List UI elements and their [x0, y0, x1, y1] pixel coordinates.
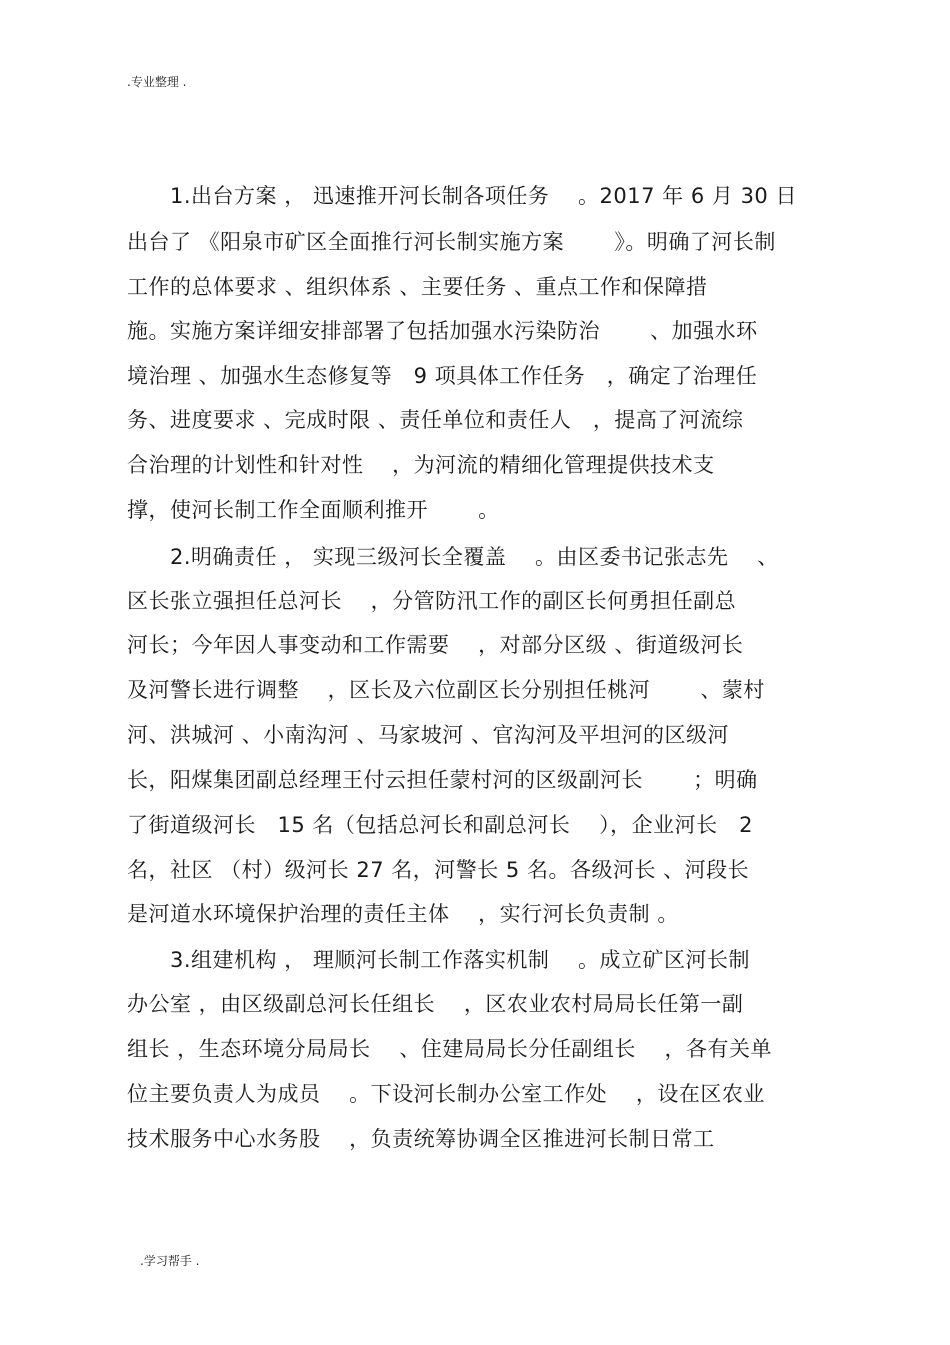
page-footer: .学习帮手 . — [140, 1254, 200, 1268]
text-line: 1.出台方案 ， 迅速推开河长制各项任务 。2017 年 6 月 30 日 — [127, 184, 797, 208]
text-line: 河长；今年因人事变动和工作需要 ，对部分区级 、街道级河长 — [127, 633, 744, 657]
text-line: 出台了 《阳泉市矿区全面推行河长制实施方案 》。明确了河长制 — [127, 230, 776, 254]
text-line: 合治理的计划性和针对性 ，为河流的精细化管理提供技术支 — [127, 453, 715, 477]
text-line: 组长 ，生态环境分局局长 、住建局局长分任副组长 ，各有关单 — [127, 1037, 773, 1061]
text-line: 撑，使河长制工作全面顺利推开 。 — [127, 498, 500, 522]
text-line: 2.明确责任 ， 实现三级河长全覆盖 。由区委书记张志先 、 — [127, 545, 779, 569]
text-line: 区长张立强担任总河长 ，分管防汛工作的副区长何勇担任副总 — [127, 589, 737, 613]
text-line: 位主要负责人为成员 。下设河长制办公室工作处 ，设在区农业 — [127, 1082, 765, 1106]
text-line: 3.组建机构 ， 理顺河长制工作落实机制 。成立矿区河长制 — [127, 948, 751, 972]
text-line: 技术服务中心水务股 ，负责统筹协调全区推进河长制日常工 — [127, 1127, 715, 1151]
text-line: 是河道水环境保护治理的责任主体 ，实行河长负责制 。 — [127, 902, 679, 926]
text-line: 名，社区 （村）级河长 27 名，河警长 5 名。各级河长 、河段长 — [127, 858, 750, 882]
text-line: 施。实施方案详细安排部署了包括加强水污染防治 、加强水环 — [127, 319, 758, 343]
text-line: 工作的总体要求 、组织体系 、主要任务 、重点工作和保障措 — [127, 275, 708, 299]
text-line: 了街道级河长 15 名（包括总河长和副总河长 ），企业河长 2 — [127, 813, 753, 837]
text-line: 长，阳煤集团副总经理王付云担任蒙村河的区级副河长 ；明确 — [127, 768, 758, 792]
text-line: 办公室 ，由区级副总河长任组长 ，区农业农村局局长任第一副 — [127, 992, 744, 1016]
text-line: 务、进度要求 、完成时限 、责任单位和责任人 ，提高了河流综 — [127, 408, 744, 432]
text-line: 及河警长进行调整 ，区长及六位副区长分别担任桃河 、蒙村 — [127, 678, 765, 702]
text-line: 境治理 、加强水生态修复等 9 项具体工作任务 ，确定了治理任 — [127, 364, 758, 388]
page-header: .专业整理 . — [127, 75, 187, 89]
text-line: 河、洪城河 、小南沟河 、马家坡河 、官沟河及平坦河的区级河 — [127, 723, 730, 747]
